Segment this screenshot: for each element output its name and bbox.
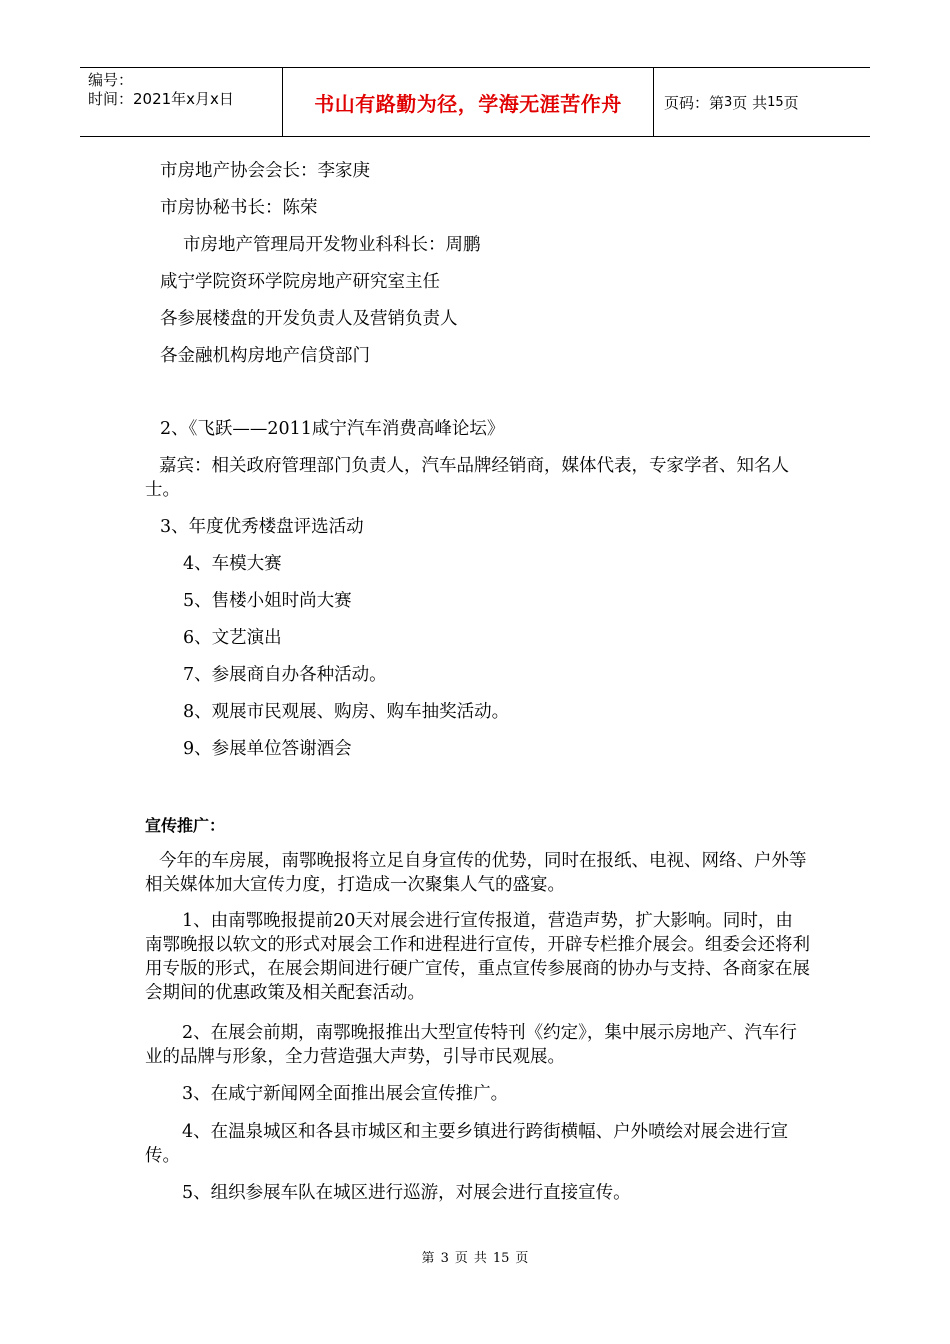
activity-item: 4、车模大赛 xyxy=(183,554,282,574)
page-label-a: 页码：第 xyxy=(664,93,725,112)
promo-intro: 今年的车房展，南鄂晚报将立足自身宣传的优势，同时在报纸、电视、网络、户外等相关媒体加大宣传力度，打造成一次聚集人气的盛宴。 xyxy=(145,851,807,895)
page-number: 3 xyxy=(724,94,733,110)
activity-item: 5、售楼小姐时尚大赛 xyxy=(183,591,352,611)
footer-page-total: 15 xyxy=(492,1251,510,1266)
page-header xyxy=(80,67,870,137)
promo-heading: 宣传推广： xyxy=(145,816,226,835)
footer-c: 共 xyxy=(473,1251,487,1266)
page-total: 15 xyxy=(767,94,784,110)
page-footer xyxy=(0,1247,950,1266)
promo-item: 1、由南鄂晚报提前20天对展会进行宣传报道，营造声势，扩大影响。同时，由南鄂晚报以软文的形式对展会工作和进程进行宣传，开辟专栏推介展会。组委会还将利用专版的形式，在展会期间进行硬广宣传，重点宣传参展商的协办与支持、各商家在展会期间的优惠政策及相关配套活动。 xyxy=(145,911,810,1003)
promo-item: 5、组织参展车队在城区进行巡游，对展会进行直接宣传。 xyxy=(182,1183,631,1203)
forum-guests: 嘉宾：相关政府管理部门负责人，汽车品牌经销商，媒体代表，专家学者、知名人士。 xyxy=(145,456,789,500)
forum-title: 2、《飞跃——2011咸宁汽车消费高峰论坛》 xyxy=(160,419,505,439)
header-motto-cell xyxy=(282,68,654,136)
guest-line: 各参展楼盘的开发负责人及营销负责人 xyxy=(160,309,458,329)
promo-item: 3、在咸宁新闻网全面推出展会宣传推广。 xyxy=(182,1084,509,1104)
activity-item: 9、参展单位答谢酒会 xyxy=(183,739,352,759)
activity-item: 8、观展市民观展、购房、购车抽奖活动。 xyxy=(183,702,510,722)
page-label-c: 页 xyxy=(783,93,799,112)
activity-item: 3、年度优秀楼盘评选活动 xyxy=(160,517,364,537)
guest-line: 咸宁学院资环学院房地产研究室主任 xyxy=(160,272,440,292)
date-label: 时间：2021年x月x日 xyxy=(88,90,234,108)
serial-label: 编号： xyxy=(88,71,134,89)
promo-item: 4、在温泉城区和各县市城区和主要乡镇进行跨街横幅、户外喷绘对展会进行宣传。 xyxy=(145,1122,789,1166)
footer-d: 页 xyxy=(515,1251,529,1266)
activity-item: 6、文艺演出 xyxy=(183,628,282,648)
promo-item: 2、在展会前期，南鄂晚报推出大型宣传特刊《约定》，集中展示房地产、汽车行业的品牌与形象，全力营造强大声势，引导市民观展。 xyxy=(145,1023,797,1067)
activity-item: 7、参展商自办各种活动。 xyxy=(183,665,387,685)
page-label-b: 页 共 xyxy=(732,93,768,112)
guest-line: 市房协秘书长：陈荣 xyxy=(160,198,318,218)
footer-b: 页 xyxy=(454,1251,468,1266)
motto-text: 书山有路勤为径，学海无涯苦作舟 xyxy=(314,91,622,116)
header-page-info xyxy=(654,68,870,136)
guest-line: 各金融机构房地产信贷部门 xyxy=(160,346,370,366)
guest-line: 市房地产协会会长：李家庚 xyxy=(160,161,370,181)
footer-page-number: 3 xyxy=(440,1251,449,1266)
guest-line: 市房地产管理局开发物业科科长：周鹏 xyxy=(183,235,481,255)
footer-a: 第 xyxy=(421,1251,435,1266)
header-meta xyxy=(80,68,282,136)
